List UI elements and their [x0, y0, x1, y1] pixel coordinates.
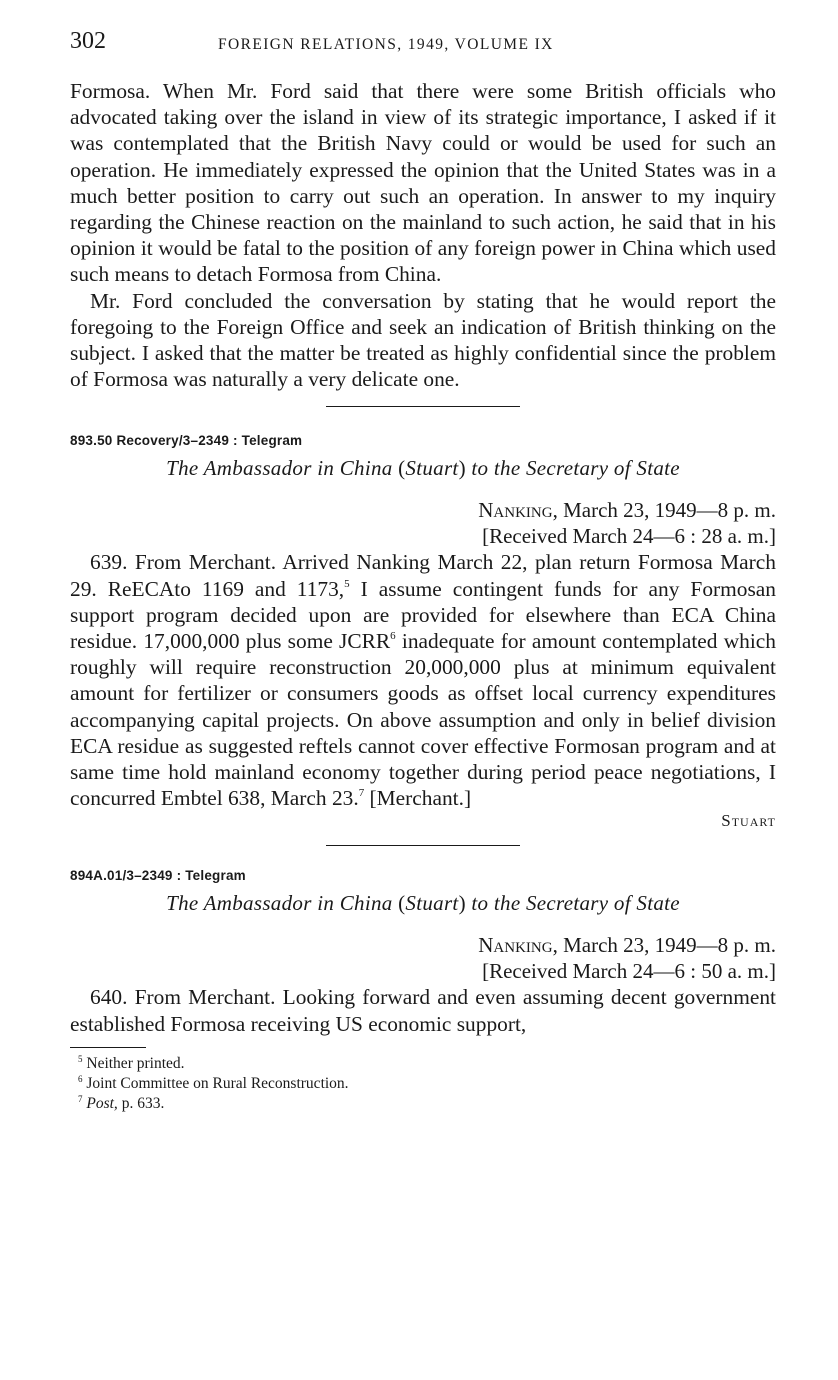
title-part: The Ambassador in China	[166, 456, 399, 481]
dateline	[70, 497, 776, 523]
telegram-text-a: 639. From Merchant. Arrived Nanking March 22, plan return Formosa March 29. ReECAto 1169 and 1173,	[70, 550, 776, 601]
title-part-2: to the Secretary of State	[465, 891, 680, 916]
footnote-number: 6	[78, 1073, 83, 1084]
telegram-text-c: inadequate for amount contemplated which roughly will require reconstruction 20,000,000 plus at minimum equivalent amount for fertilizer or consumers goods as offset local currency expenditures accompanying capital projects. On above assumption and only in belief division ECA residue as suggested reftels cannot cover effective Formosan program and at same time hold mainland economy together during period peace negotiations, I concurred Embtel 638, March 23.	[70, 629, 776, 811]
title-paren-close: )	[458, 891, 466, 916]
signature: Stuart	[721, 811, 776, 831]
footnote	[70, 1074, 776, 1094]
footnote	[70, 1094, 776, 1114]
footnote-text: Joint Committee on Rural Reconstruction.	[86, 1074, 349, 1092]
page-body	[70, 78, 776, 1114]
continuation-paragraph-2: Mr. Ford concluded the conversation by stating that he would report the foregoing to the Foreign Office and seek an indication of British thinking on the subject. I asked that the matter be treated as highly confidential since the problem of Formosa was naturally a very delicate one.	[70, 288, 776, 392]
footnote-text: p. 633.	[117, 1094, 165, 1112]
place-name: Nanking	[478, 498, 553, 523]
title-name: Stuart	[405, 891, 459, 916]
document-title	[70, 456, 776, 481]
telegram-text: 640. From Merchant. Looking forward and even assuming decent government established Formosa receiving US economic support,	[70, 985, 776, 1036]
file-number: 893.50 Recovery/3–2349 : Telegram	[70, 433, 303, 449]
title-paren-open: (	[398, 456, 406, 481]
running-title: FOREIGN RELATIONS, 1949, VOLUME IX	[218, 36, 554, 53]
footnote-text: Neither printed.	[86, 1054, 185, 1072]
footnote-ref: 6	[390, 630, 396, 643]
footnote-ref: 5	[344, 577, 350, 590]
date-text: , March 23, 1949—8 p. m.	[552, 933, 776, 958]
page-header	[70, 28, 776, 60]
title-part-2: to the Secretary of State	[465, 456, 680, 481]
dateline	[70, 932, 776, 958]
document-title	[70, 891, 776, 916]
title-name: Stuart	[405, 456, 459, 481]
footnote-italic-text: Post,	[86, 1094, 118, 1112]
date-text: , March 23, 1949—8 p. m.	[552, 498, 776, 523]
title-paren-close: )	[458, 456, 466, 481]
received-line: [Received March 24—6 : 50 a. m.]	[482, 959, 776, 984]
title-paren-open: (	[398, 891, 406, 916]
telegram-text-d: [Merchant.]	[364, 786, 472, 811]
continuation-paragraph: Formosa. When Mr. Ford said that there were some British officials who advocated taking over the island in view of its strategic importance, I asked if it was contemplated that the British Navy could or would be used for such an operation. He immediately expressed the opinion that the United States was in a much better position to carry out such an operation. In answer to my inquiry regarding the Chinese reaction on the mainland to such action, he said that in his opinion it would be fatal to the position of any foreign power in China which used such means to detach Formosa from China.	[70, 79, 776, 287]
telegram-text	[70, 549, 776, 811]
title-part: The Ambassador in China	[166, 891, 399, 916]
page-number: 302	[70, 28, 106, 54]
file-number: 894A.01/3–2349 : Telegram	[70, 868, 246, 884]
received-line: [Received March 24—6 : 28 a. m.]	[482, 524, 776, 549]
footnote-number: 7	[78, 1093, 83, 1104]
telegram-text-b: I assume contingent funds for any Formosan support program decided upon are provided for elsewhere than ECA China residue. 17,000,000 plus some JCRR	[70, 576, 776, 654]
footnote-number: 5	[78, 1053, 83, 1064]
place-name: Nanking	[478, 933, 553, 958]
footnote	[70, 1054, 776, 1074]
footnote-ref: 7	[358, 787, 365, 800]
